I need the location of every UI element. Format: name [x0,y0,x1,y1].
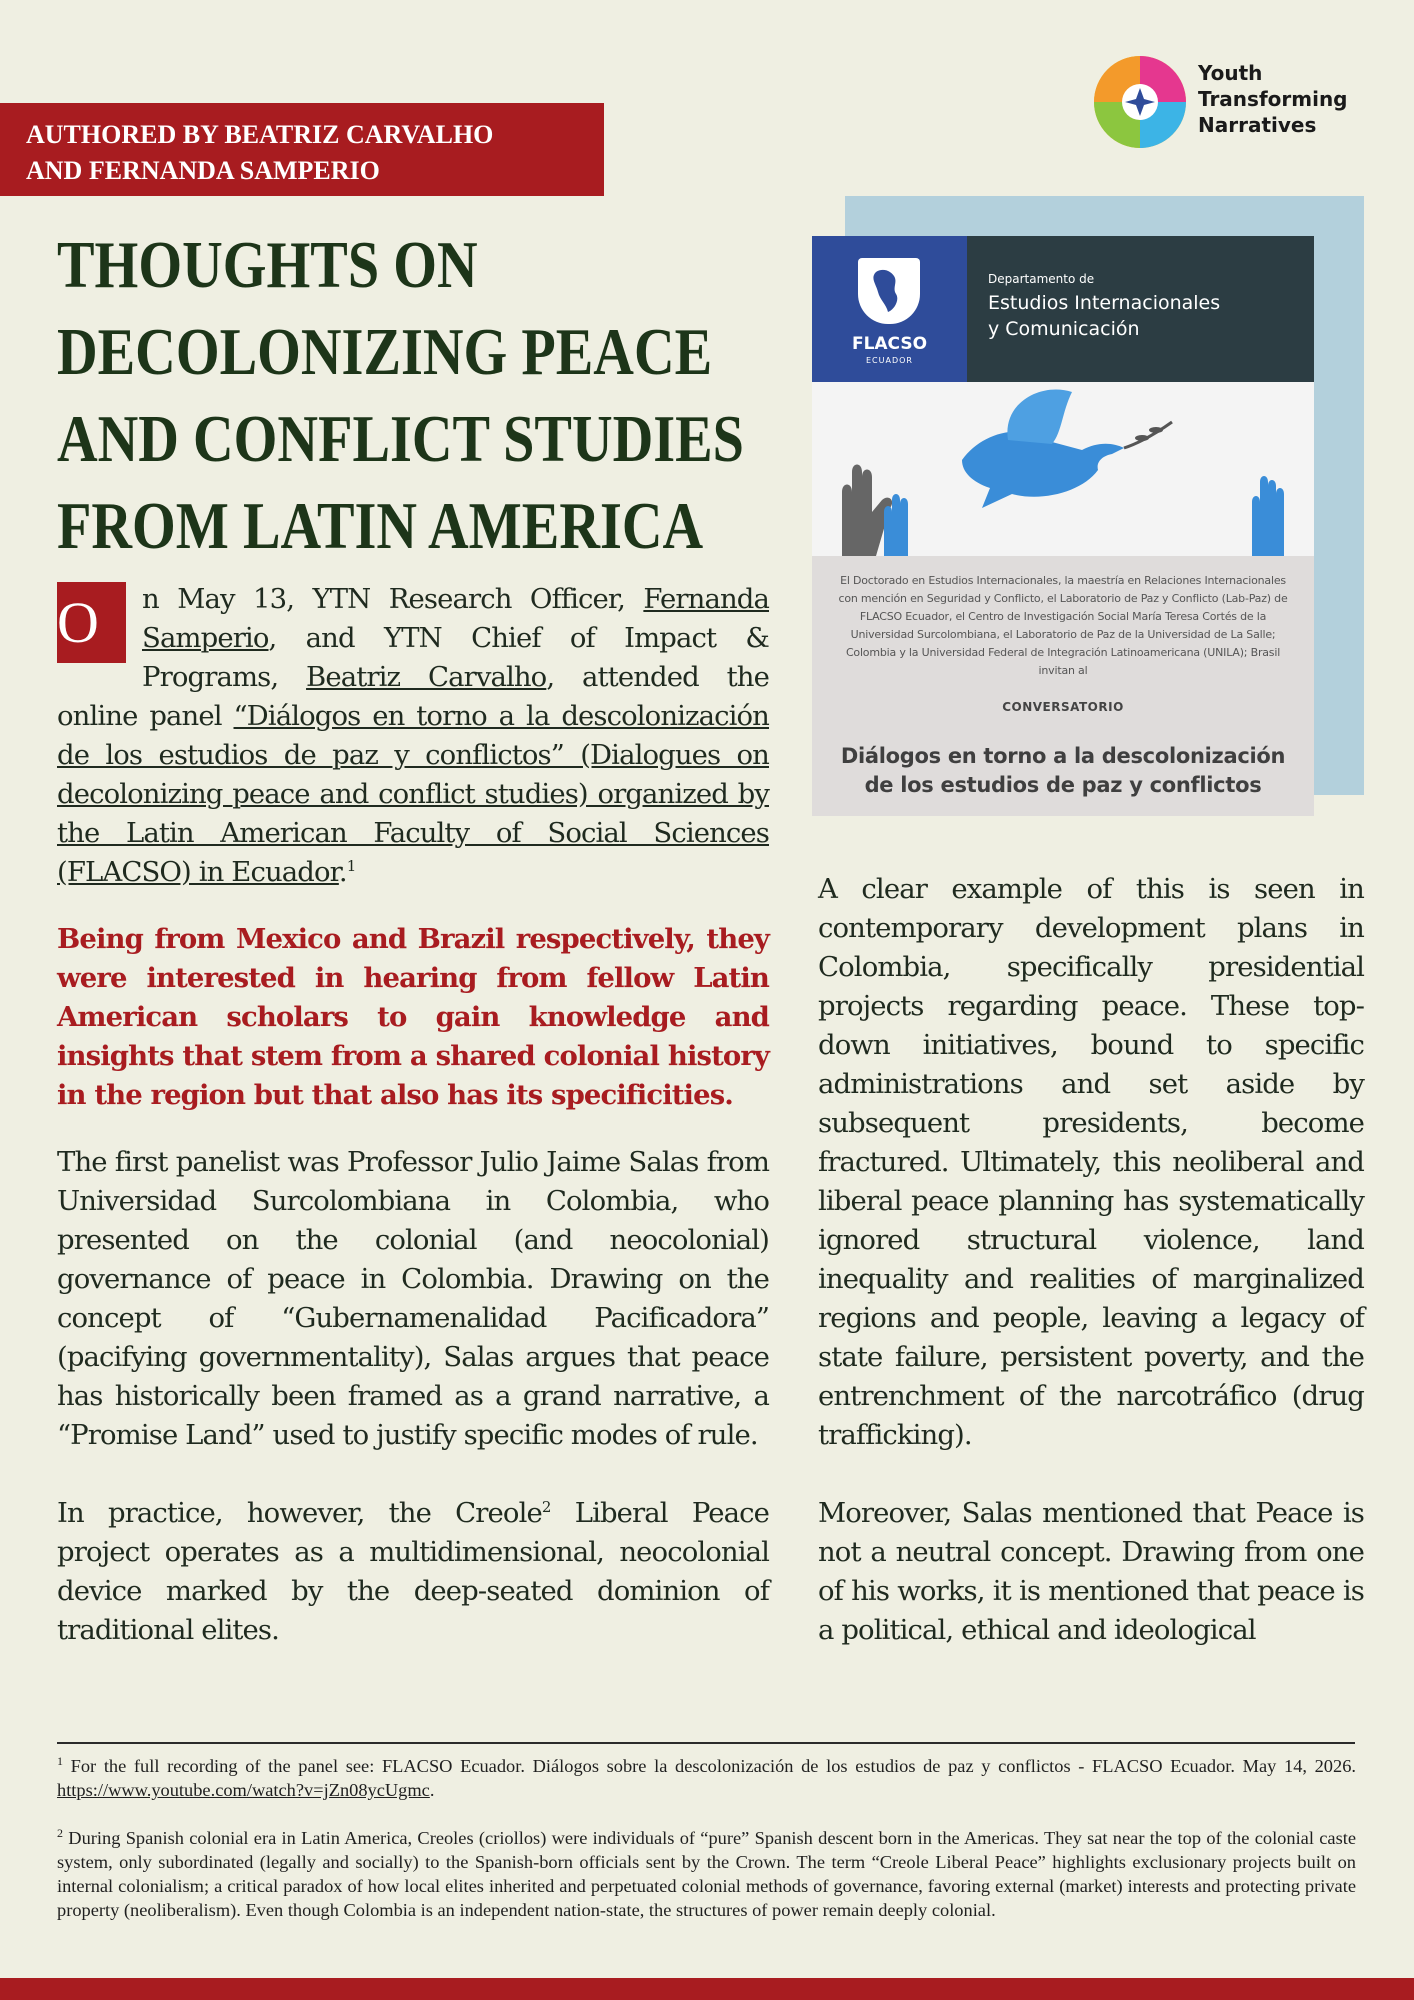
body-paragraph-2: The first panelist was Professor Julio Jaime Salas from Universidad Surcolombiana in Colombia, who presented on the colonial (and neocolonial) governance of peace in Colombia. Drawing on the concept of “Gubernamenalidad Pacificadora” (pacifying governmentality), Salas argues that peace has historically been framed as a grand narrative, a “Promise Land” used to justify specific modes of rule. [57,1146,769,1451]
ytn-logo [1090,52,1350,152]
poster-dept-name [988,290,1220,342]
footnote-2 [57,1826,1356,1922]
poster-dept-label: Departamento de [988,272,1095,286]
left-column [57,580,769,1650]
poster-title-line-2: de los estudios de paz y conflictos [864,773,1262,797]
poster-title [812,742,1314,800]
bottom-bar [0,1978,1414,2000]
article-title [57,222,744,570]
author-line-1: AUTHORED BY BEATRIZ CARVALHO [26,120,494,149]
poster-dept-line-2: y Comunicación [988,318,1140,340]
recording-link[interactable]: https://www.youtube.com/watch?v=jZn08ycUgmc [57,1780,430,1800]
intro-paragraph [57,580,769,892]
title-line-1: THOUGHTS ON [57,228,478,302]
para3-text-1: In practice, however, the Creole [57,1497,542,1529]
footnotes [57,1754,1356,1922]
flacso-logo-block [812,236,967,382]
body-paragraph-4: A clear example of this is seen in contemporary development plans in Colombia, specifically presidential projects regarding peace. These top-down initiatives, bound to specific administrations and set aside by subsequent presidents, become fractured. Ultimately, this neoliberal and liberal peace planning has systematically ignored structural violence, land inequality and realities of marginalized regions and people, leaving a legacy of state failure, persistent poverty, and the entrenchment of the narcotráfico (drug trafficking). [818,873,1364,1451]
dove-and-hands-illustration [812,382,1314,556]
beatriz-carvalho-link[interactable]: Beatriz Carvalho [306,661,547,693]
poster-dept-line-1: Estudios Internacionales [988,292,1221,314]
logo-line-1: Youth [1198,61,1263,85]
pull-quote: Being from Mexico and Brazil respectively, they were interested in hearing from fellow Latin American scholars to gain knowledge and insights that stem from a shared colonial history in the region but that also has its specificities. [57,923,769,1111]
flacso-shield-icon [858,258,920,324]
footnote-1-text: For the full recording of the panel see: FLACSO Ecuador. Diálogos sobre la descolonización de los estudios de paz y conflictos - FLACSO Ecuador. May 14, 2026. [63,1756,1356,1776]
footnote-ref-2[interactable]: 2 [541,1497,551,1516]
intro-text-1: n May 13, YTN Research Officer, [142,583,644,615]
event-poster [812,236,1314,816]
footnote-divider [57,1742,1355,1744]
poster-illustration [812,382,1314,556]
footnote-2-number: 2 [57,1825,63,1840]
footnote-ref-1[interactable]: 1 [346,856,356,875]
logo-text [1198,60,1348,138]
body-paragraph-3 [57,1494,769,1650]
intro-text-3: , attended the online panel [57,661,769,732]
footnote-1-number: 1 [57,1753,63,1768]
fernanda-samperio-link[interactable]: Fernanda Samperio [142,583,769,654]
para3-text-2: Liberal Peace project operates as a multidimensional, neocolonial device marked by the deep-seated dominion of traditional elites. [57,1497,769,1646]
author-line-2: AND FERNANDA SAMPERIO [26,156,380,185]
title-line-4: FROM LATIN AMERICA [57,489,704,563]
footnote-2-text: During Spanish colonial era in Latin America, Creoles (criollos) were individuals of “pure” Spanish descent born in the Americas. They sat near the top of the colonial caste system, only subordinated (legally and socially) to the Spanish-born officials sent by the Crown. The term “Creole Liberal Peace” highlights exclusionary projects built on internal colonialism; a critical paradox of how local elites inherited and perpetuated colonial methods of governance, favoring external (market) interests and protecting private property (neoliberalism). Even though Colombia is an independent nation-state, the structures of power remain deeply colonial. [57,1828,1356,1920]
footnote-1 [57,1754,1356,1802]
poster-header [812,236,1314,382]
poster-blurb: El Doctorado en Estudios Internacionales, la maestría en Relaciones Internacionales con mención en Seguridad y Conflicto, el Laboratorio de Paz y Conflicto (Lab-Paz) de FLACSO Ecuador, el Centro de Investigación Social María Teresa Cortés de la Universidad Surcolombiana, el Laboratorio de Paz de la Universidad de La Salle; Colombia y la Universidad Federal de Integración Latinoamericana (UNILA); Brasil invitan al [838,574,1288,677]
flacso-wordmark: FLACSO [851,334,928,354]
poster-title-line-1: Diálogos en torno a la descolonización [840,744,1286,768]
title-line-3: AND CONFLICT STUDIES [57,402,744,476]
right-column [818,870,1364,1650]
ytn-swirl-logo-icon [1090,52,1190,152]
footnote-1-end: . [429,1780,435,1800]
title-line-2: DECOLONIZING PEACE [57,315,713,389]
intro-text-2: , and YTN Chief of Impact & Programs, [142,622,769,693]
poster-conversatorio: CONVERSATORIO [1002,700,1124,714]
logo-line-3: Narratives [1198,113,1317,137]
logo-line-2: Transforming [1198,87,1348,111]
intro-text-4: . [338,856,347,888]
drop-cap: O [57,582,126,663]
author-banner [0,103,604,196]
body-paragraph-5: Moreover, Salas mentioned that Peace is not a neutral concept. Drawing from one of his works, it is mentioned that peace is a political, ethical and ideological [818,1497,1364,1646]
panel-link[interactable]: “Diálogos en torno a la descolonización de los estudios de paz y conflictos” (Dialogues on decolonizing peace and conflict studies) organized by the Latin American Faculty of Social Sciences (FLACSO) in Ecuador [57,700,769,888]
flacso-subtitle: ECUADOR [866,356,913,365]
